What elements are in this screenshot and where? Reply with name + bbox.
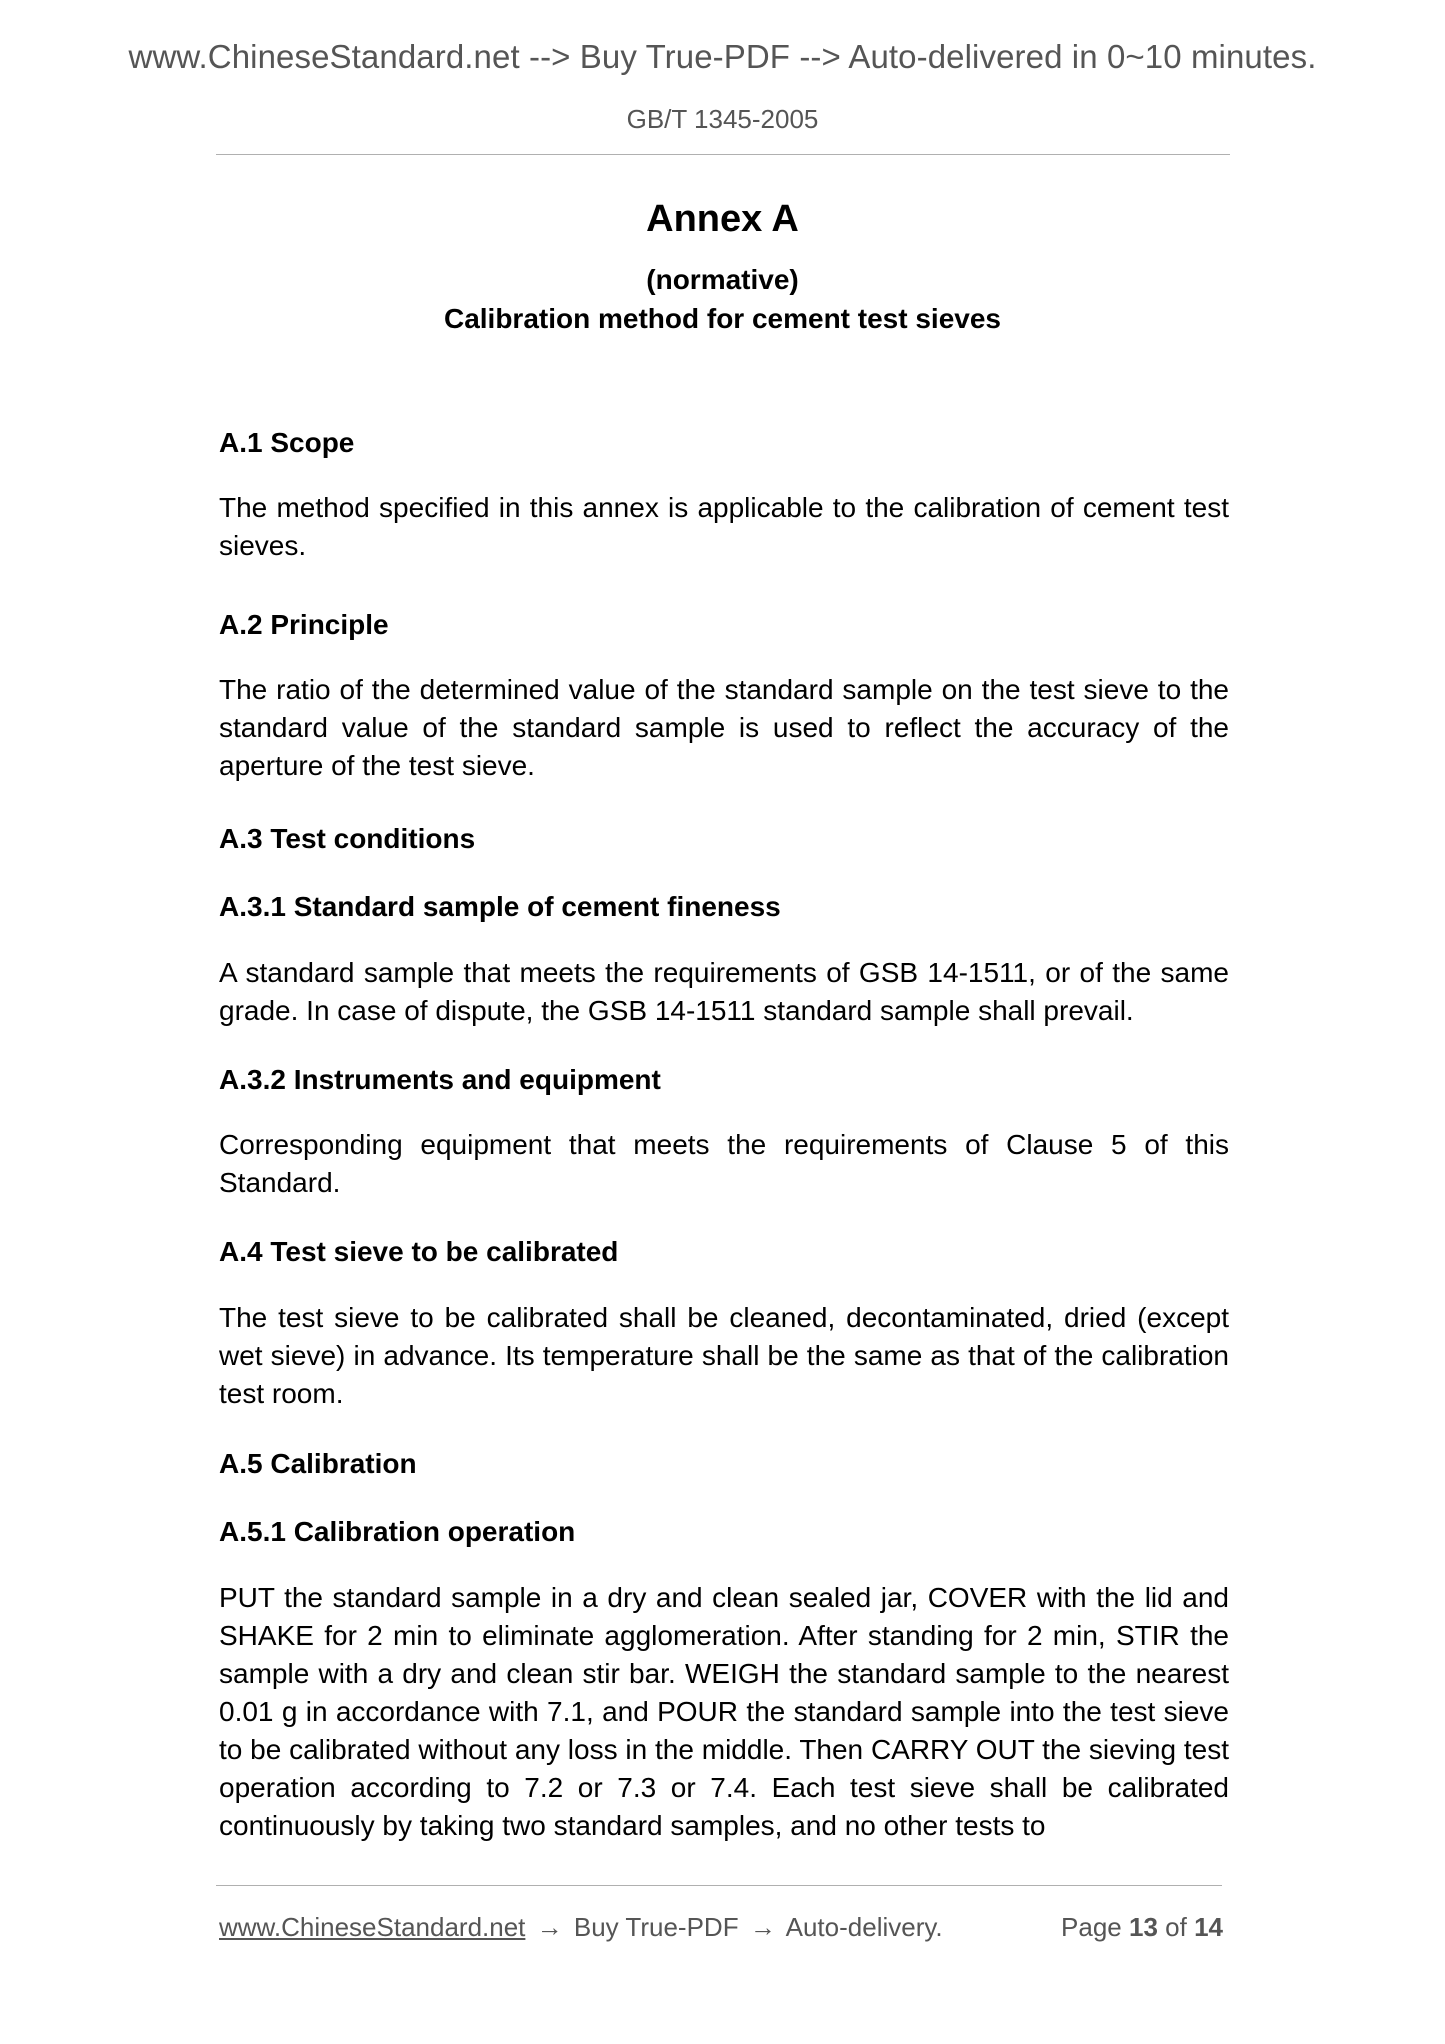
section-text-a1: The method specified in this annex is applicable to the calibration of cement test sieves. [219, 492, 1229, 561]
page-indicator [1061, 1912, 1223, 1943]
footer-buy-text: Buy True-PDF [573, 1912, 739, 1942]
arrow-right-icon: → [536, 1912, 563, 1942]
section-heading-a1: A.1 Scope [219, 427, 355, 458]
section-text-a2: The ratio of the determined value of the standard sample on the test sieve to the standard value of the standard sample is used to reflect the accuracy of the aperture of the test sieve. [219, 674, 1229, 781]
annex-subtitle: Calibration method for cement test sieves [443, 303, 1002, 334]
arrow-right-icon: → [749, 1912, 776, 1942]
section-text-a5-1: PUT the standard sample in a dry and clean sealed jar, COVER with the lid and SHAKE for 2 min to eliminate agglomeration. After standing for 2 min, STIR the sample with a dry and clean stir bar. WEIGH the standard sample to the nearest 0.01 g in accordance with 7.1, and POUR the standard sample into the test sieve to be calibrated without any loss in the middle. Then CARRY OUT the sieving test operation according to 7.2 or 7.3 or 7.4. Each test sieve shall be calibrated continuously by taking two standard samples, and no other tests to [219, 1582, 1229, 1841]
page-total: 14 [1194, 1912, 1223, 1942]
section-text-a3-1: A standard sample that meets the requirements of GSB 14-1511, or of the same grade. In case of dispute, the GSB 14-1511 standard sample shall prevail. [219, 957, 1229, 1026]
page-of-label: of [1165, 1912, 1187, 1942]
annex-type: (normative) [646, 264, 799, 295]
section-heading-a2: A.2 Principle [219, 609, 389, 640]
header-divider [216, 154, 1230, 155]
footer-site-link[interactable]: www.ChineseStandard.net [219, 1912, 526, 1942]
annex-title: Annex A [646, 198, 799, 240]
section-heading-a3-2: A.3.2 Instruments and equipment [219, 1064, 661, 1095]
footer-delivery-text: Auto-delivery. [785, 1912, 943, 1942]
section-text-a4: The test sieve to be calibrated shall be cleaned, decontaminated, dried (except wet sieve) in advance. Its temperature shall be the same as that of the calibration test room. [219, 1302, 1229, 1409]
section-heading-a3: A.3 Test conditions [219, 823, 476, 854]
page-footer [219, 1912, 1223, 1943]
section-heading-a5: A.5 Calibration [219, 1448, 417, 1479]
page-current: 13 [1129, 1912, 1158, 1942]
section-text-a3-2: Corresponding equipment that meets the requirements of Clause 5 of this Standard. [219, 1129, 1229, 1198]
footer-divider [216, 1885, 1222, 1886]
section-heading-a3-1: A.3.1 Standard sample of cement fineness [219, 891, 781, 922]
page-label: Page [1061, 1912, 1122, 1942]
top-banner: www.ChineseStandard.net --> Buy True-PDF --> Auto-delivered in 0~10 minutes. [128, 38, 1317, 75]
section-heading-a5-1: A.5.1 Calibration operation [219, 1516, 576, 1547]
standard-code: GB/T 1345-2005 [626, 104, 819, 134]
section-heading-a4: A.4 Test sieve to be calibrated [219, 1236, 619, 1267]
